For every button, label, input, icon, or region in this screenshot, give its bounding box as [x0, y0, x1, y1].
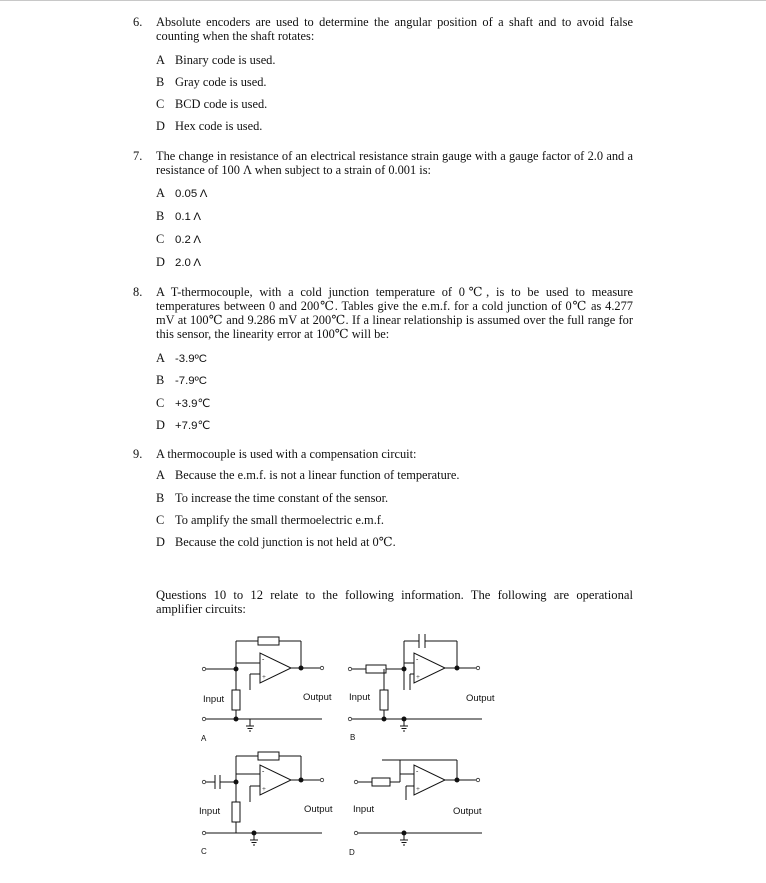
- svg-text:+: +: [416, 673, 420, 681]
- option-text: Gray code is used.: [175, 75, 267, 89]
- option-letter: A: [156, 53, 165, 67]
- option-letter: B: [156, 209, 165, 223]
- option-letter: D: [156, 255, 165, 269]
- circuit-a-letter: A: [201, 734, 207, 743]
- circuit-c-output-label: Output: [304, 804, 333, 815]
- circuit-c-letter: C: [201, 847, 207, 856]
- question-text: Absolute encoders are used to determine the angular position of a shaft and to avoid false counting when the shaft rotates:: [156, 15, 633, 43]
- option-letter: D: [156, 119, 165, 133]
- circuit-c-input-label: Input: [199, 806, 221, 817]
- question-number: 7.: [133, 149, 143, 163]
- option-text: 2.0 Λ: [175, 257, 201, 269]
- option-text: Hex code is used.: [175, 119, 263, 133]
- question-number: 6.: [133, 15, 143, 29]
- option-letter: C: [156, 97, 165, 111]
- circuit-a-output-label: Output: [303, 692, 332, 703]
- option-text: BCD code is used.: [175, 97, 268, 111]
- option-text: Binary code is used.: [175, 53, 276, 67]
- circuits-intro: Questions 10 to 12 relate to the following information. The following are operational amplifier circuits:: [156, 588, 633, 616]
- option-letter: C: [156, 396, 165, 410]
- svg-text:-: -: [416, 767, 419, 775]
- circuit-d-input-label: Input: [353, 804, 375, 815]
- option-letter: D: [156, 535, 165, 549]
- option-letter: B: [156, 75, 165, 89]
- option-text: -3.9ºC: [175, 353, 208, 365]
- circuit-b-output-label: Output: [466, 693, 495, 704]
- svg-text:-: -: [416, 655, 419, 663]
- option-letter: D: [156, 418, 165, 432]
- option-letter: C: [156, 232, 165, 246]
- circuit-a-input-label: Input: [203, 694, 225, 705]
- option-letter: A: [156, 351, 165, 365]
- question-number: 8.: [133, 285, 143, 299]
- option-text: 0.1 Λ: [175, 211, 201, 223]
- option-letter: A: [156, 468, 165, 482]
- option-text: -7.9ºC: [175, 375, 208, 387]
- circuit-b-input-label: Input: [349, 692, 371, 703]
- svg-text:+: +: [262, 785, 266, 793]
- circuit-b: [348, 634, 482, 731]
- circuit-d: [354, 760, 482, 845]
- svg-text:+: +: [262, 673, 266, 681]
- option-text: +7.9℃: [175, 420, 211, 432]
- option-letter: B: [156, 373, 165, 387]
- circuit-a: [202, 637, 323, 731]
- option-text: +3.9℃: [175, 398, 211, 410]
- option-letter: A: [156, 186, 165, 200]
- option-text: Because the cold junction is not held at 0℃.: [175, 535, 396, 549]
- circuit-b-letter: B: [350, 733, 356, 742]
- question-text: The change in resistance of an electrical resistance strain gauge with a gauge factor of 2.0 and a resistance of 100 Λ when subject to a strain of 0.001 is:: [156, 149, 633, 177]
- question-text: A T-thermocouple, with a cold junction temperature of 0℃, is to be used to measure temperatures between 0 and 200℃. Tables give the e.m.f. for a cold junction of 0℃ as 4.277 mV at 100℃ and 9.286 mV at 200℃. If a linear relationship is assumed over the full range for this sensor, the linearity error at 100℃ will be:: [156, 285, 633, 341]
- option-text: Because the e.m.f. is not a linear function of temperature.: [175, 468, 460, 482]
- svg-text:-: -: [262, 655, 265, 663]
- circuit-d-letter: D: [349, 848, 355, 857]
- question-number: 9.: [133, 447, 143, 461]
- svg-text:-: -: [262, 767, 265, 775]
- option-text: To amplify the small thermoelectric e.m.f.: [175, 513, 385, 527]
- svg-text:+: +: [416, 785, 420, 793]
- question-text: A thermocouple is used with a compensation circuit:: [156, 447, 417, 461]
- option-text: 0.2 Λ: [175, 234, 201, 246]
- circuit-d-output-label: Output: [453, 806, 482, 817]
- option-letter: C: [156, 513, 165, 527]
- option-text: To increase the time constant of the sensor.: [175, 491, 389, 505]
- circuit-c: [202, 752, 323, 845]
- option-text: 0.05 Λ: [175, 188, 208, 200]
- option-letter: B: [156, 491, 165, 505]
